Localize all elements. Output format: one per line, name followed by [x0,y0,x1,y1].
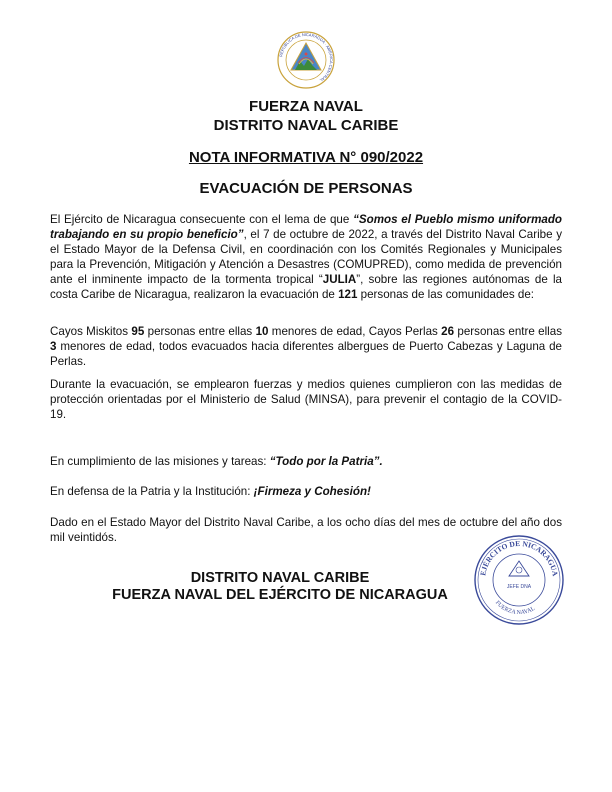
stamp-center-text: JEFE DNA [506,584,532,590]
svg-text:FUERZA NAVAL: FUERZA NAVAL [493,599,537,617]
note-number: NOTA INFORMATIVA N° 090/2022 [188,149,424,166]
total-evacuated: 121 [338,288,358,301]
paragraph-evacuation: Durante la evacuación, se emplearon fuerzas y medios quienes cumplieron con las medidas de protección orientadas por el Ministerio de Salud (MINSA), para prevenir el contagio de la COVID-19. [50,378,562,421]
svg-text:EJÉRCITO DE NICARAGUA: EJÉRCITO DE NICARAGUA [478,538,560,577]
signature-line-2: FUERZA NAVAL DEL EJÉRCITO DE NICARAGUA [112,587,448,603]
org-heading: FUERZA NAVAL [249,98,363,115]
paragraph-intro: El Ejército de Nicaragua consecuente con el lema de que “Somos el Pueblo mismo uniformado trabajando en su propio beneficio”, el 7 de octubre de 2022, a través del Distrito Naval Caribe y el Estado Mayor de la Defensa Civil, en coordinación con los Comités Regionales y Municipales para la Prevención, Mitigación y Atención a Desastres (COMUPRED), como medida de prevención ante el inminente impacto de la tormenta tropical “JULIA”, sobre las regiones autónomas de la costa Caribe de Nicaragua, realizaron la evacuación de 121 personas de las comunidades de: [50,213,562,301]
paragraph-defense: En defensa de la Patria y la Institución: ¡Firmeza y Cohesión! [50,485,371,498]
motto-text: “Somos el Pueblo mismo uniformado trabajando en su propio beneficio” [50,213,562,241]
paragraph-date: Dado en el Estado Mayor del Distrito Naval Caribe, a los ocho días del mes de octubre del año dos mil veintidós. [50,516,562,544]
storm-name: JULIA [322,273,357,286]
paragraph-mission: En cumplimiento de las misiones y tareas: “Todo por la Patria”. [50,455,383,468]
nicaragua-coat-of-arms-seal [276,30,336,90]
svg-text:REPÚBLICA DE NICARAGUA · AMÉRI: REPÚBLICA DE NICARAGUA · AMÉRICA CENTRAL [278,31,335,84]
signature-line-1: DISTRITO NAVAL CARIBE [190,570,370,586]
note-title: EVACUACIÓN DE PERSONAS [199,180,413,197]
paragraph-communities: Cayos Miskitos 95 personas entre ellas 10 menores de edad, Cayos Perlas 26 personas entre ellas 3 menores de edad, todos evacuados hacia diferentes albergues de Puerto Cabezas y Laguna de Perlas. [50,325,562,368]
official-stamp [473,534,565,626]
district-heading: DISTRITO NAVAL CARIBE [213,117,399,134]
